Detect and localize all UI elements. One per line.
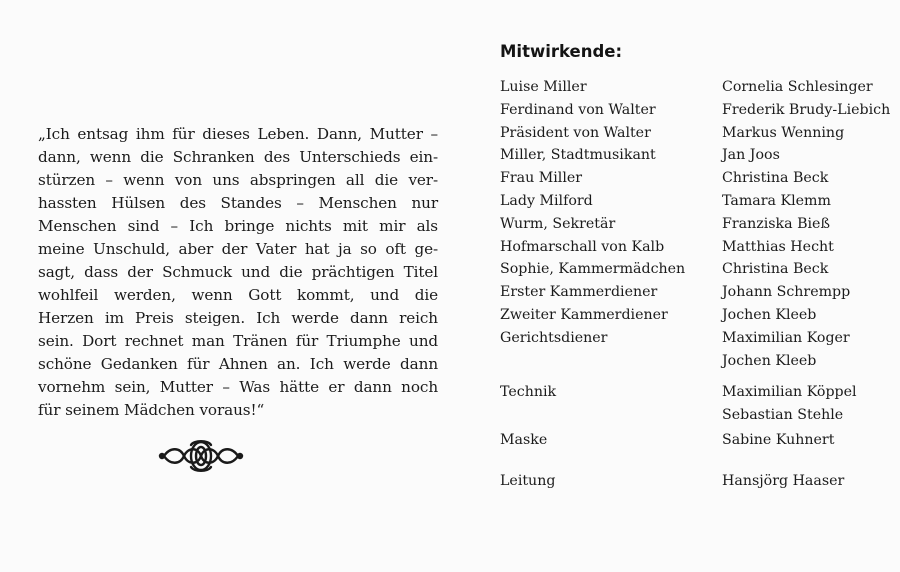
actor-name: Franziska Bieß — [722, 215, 830, 232]
crew-name: Sebastian Stehle — [722, 407, 844, 424]
crew-label: Technik — [500, 384, 557, 401]
quote-line: „Ich entsag ihm für dieses Leben. Dann, Mutter – — [38, 125, 438, 143]
quote-line: meine Unschuld, aber der Vater hat ja so oft ge- — [38, 240, 438, 258]
actor-name: Matthias Hecht — [722, 238, 834, 255]
actor-name: Jochen Kleeb — [722, 352, 817, 369]
role-name: Gerichtsdiener — [500, 329, 608, 346]
crew-name: Sabine Kuhnert — [722, 431, 835, 448]
quote-line: stürzen – wenn von uns abspringen all die ver- — [38, 171, 438, 189]
actor-name: Christina Beck — [722, 170, 829, 187]
actor-name: Tamara Klemm — [722, 192, 831, 209]
quote-line: für seinem Mädchen voraus!“ — [38, 401, 265, 419]
cast-row — [500, 307, 890, 330]
cast-row — [500, 261, 890, 284]
cast-row — [500, 284, 890, 307]
quote-line: sein. Dort rechnet man Tränen für Triumphe und — [38, 332, 438, 350]
actor-name: Markus Wenning — [722, 124, 845, 141]
cast-list — [500, 79, 890, 496]
quote-line: dann, wenn die Schranken des Unterschieds ein- — [38, 148, 438, 166]
role-name: Wurm, Sekretär — [500, 215, 616, 232]
cast-row — [500, 125, 890, 148]
actor-name: Johann Schrempp — [722, 284, 851, 301]
role-name: Erster Kammerdiener — [500, 284, 658, 301]
cast-row — [500, 147, 890, 170]
quote-line: sagt, dass der Schmuck und die prächtigen Titel — [38, 263, 438, 281]
actor-name: Christina Beck — [722, 261, 829, 278]
crew-name: Maximilian Köppel — [722, 384, 857, 401]
crew-row-leitung — [500, 473, 890, 496]
quote-line: Menschen sind – Ich bringe nichts mit mir als — [38, 217, 438, 235]
cast-row — [500, 330, 890, 353]
cast-row — [500, 79, 890, 102]
cast-row — [500, 102, 890, 125]
role-name: Miller, Stadtmusikant — [500, 147, 656, 164]
quotation — [38, 123, 438, 422]
role-name: Frau Miller — [500, 170, 583, 187]
crew-label: Leitung — [500, 472, 556, 489]
role-name: Sophie, Kammermädchen — [500, 261, 686, 278]
quote-line: Herzen im Preis steigen. Ich werde dann reich — [38, 309, 438, 327]
cast-row — [500, 353, 890, 376]
quote-line: hassten Hülsen des Standes – Menschen nur — [38, 194, 438, 212]
cast-title: Mitwirkende: — [500, 42, 623, 61]
role-name: Präsident von Walter — [500, 124, 651, 141]
cast-row — [500, 170, 890, 193]
cast-row — [500, 193, 890, 216]
actor-name: Maximilian Koger — [722, 329, 850, 346]
quote-line: wohlfeil werden, wenn Gott kommt, und die — [38, 286, 438, 304]
actor-name: Jan Joos — [722, 147, 780, 164]
role-name: Ferdinand von Walter — [500, 101, 656, 118]
role-name: Hofmarschall von Kalb — [500, 238, 665, 255]
quote-line: vornehm sein, Mutter – Was hätte er dann noch — [38, 378, 438, 396]
cast-row — [500, 239, 890, 262]
crew-row-maske — [500, 432, 890, 455]
role-name: Luise Miller — [500, 79, 587, 95]
cast-row — [500, 216, 890, 239]
quote-line: schöne Gedanken für Ahnen an. Ich werde dann — [38, 355, 438, 373]
role-name: Zweiter Kammerdiener — [500, 306, 668, 323]
crew-row-technik — [500, 384, 890, 407]
actor-name: Frederik Brudy-Liebich — [722, 101, 891, 118]
crew-row-technik — [500, 407, 890, 430]
crew-name: Hansjörg Haaser — [722, 472, 845, 489]
actor-name: Cornelia Schlesinger — [722, 79, 873, 95]
flourish-ornament-icon — [158, 437, 244, 475]
actor-name: Jochen Kleeb — [722, 306, 817, 323]
role-name: Lady Milford — [500, 192, 593, 209]
crew-label: Maske — [500, 431, 548, 448]
